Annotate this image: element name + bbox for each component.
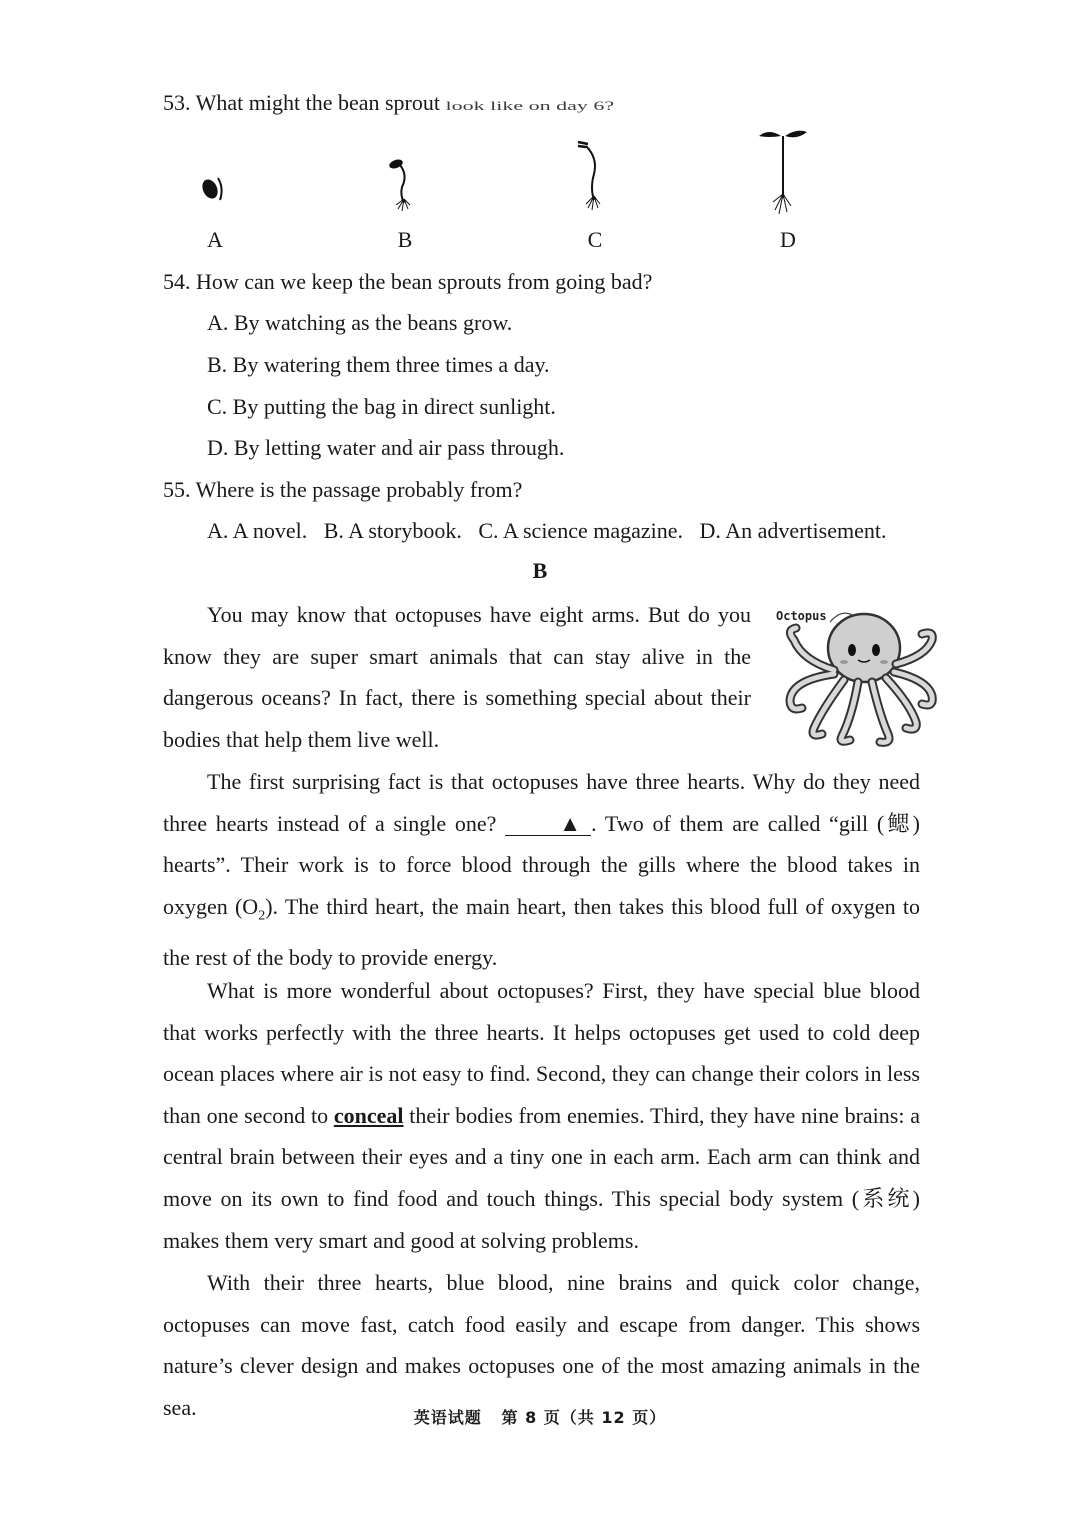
octopus-illustration	[772, 600, 942, 750]
question-55-options: A. A novel. B. A storybook. C. A science magazine. D. An advertisement.	[207, 518, 887, 543]
question-54-option-c: C. By putting the bag in direct sunlight.	[207, 394, 556, 419]
question-53-text: 53. What might the bean sprout	[163, 90, 446, 115]
bean-sprout-figure-c	[570, 138, 610, 214]
octopus-label: Octopus	[776, 609, 827, 623]
passage-paragraph-1	[163, 594, 751, 760]
figure-label-c: C	[587, 227, 603, 252]
question-55: 55. Where is the passage probably from?	[163, 477, 523, 502]
bean-sprout-figure-b	[380, 155, 420, 215]
passage-paragraph-2	[163, 761, 920, 978]
paragraph-3-text-a: What is more wonderful about octopuses? First, they have special blue blood that works perfectly with the three hearts. It helps octopuses get used to cold deep ocean places where air is not easy to find. Second, they can change their colors in less than one second to	[163, 978, 920, 1128]
passage-paragraph-3	[163, 970, 920, 1261]
question-54-option-a: A. By watching as the beans grow.	[207, 310, 513, 335]
passage-paragraph-4	[163, 1262, 920, 1428]
figure-label-b: B	[397, 227, 413, 252]
question-54-option-b: B. By watering them three times a day.	[207, 352, 550, 377]
bean-seed-figure-a	[198, 170, 230, 206]
answer-blank: ▲	[505, 813, 591, 836]
paragraph-3-text-b: their bodies from enemies. Third, they have nine brains: a central brain between their eyes and a tiny one in each arm. Each arm can think and move on its own to find food and touch things. This special body system (系统) makes them very smart and good at solving problems.	[163, 1102, 920, 1253]
figure-label-a: A	[207, 227, 223, 252]
question-54-option-d: D. By letting water and air pass through.	[207, 435, 565, 460]
page-footer: 英语试题 第 8 页（共 12 页）	[413, 1408, 667, 1427]
question-54: 54. How can we keep the bean sprouts from going bad?	[163, 269, 653, 294]
paragraph-2-text-b: . Two of them are called “gill (鳃) hearts”. Their work is to force blood through the gills where the blood takes in oxygen (O	[163, 810, 920, 919]
paragraph-4-text: With their three hearts, blue blood, nine brains and quick color change, octopuses can move fast, catch food easily and escape from danger. This shows nature’s clever design and makes octopuses one of the most amazing animals in the sea.	[163, 1270, 920, 1420]
question-53	[163, 88, 614, 118]
paragraph-2-text-c: ). The third heart, the main heart, then takes this blood full of oxygen to the rest of the body to provide energy.	[163, 893, 920, 970]
question-53-cut-text: look like on day 6?	[445, 99, 615, 113]
paragraph-1-text: You may know that octopuses have eight arms. But do you know they are super smart animals that can stay alive in the dangerous oceans? In fact, there is something special about their bodies that help them live well.	[163, 602, 751, 752]
underlined-word-conceal: conceal	[333, 1102, 404, 1128]
oxygen-subscript: 2	[258, 908, 266, 924]
paragraph-2-text-a: The first surprising fact is that octopuses have three hearts. Why do they need three hearts instead of a single one?	[163, 769, 920, 836]
figure-label-d: D	[780, 227, 796, 252]
section-b-title: B	[532, 558, 548, 583]
bean-sprout-figure-d	[755, 126, 811, 218]
